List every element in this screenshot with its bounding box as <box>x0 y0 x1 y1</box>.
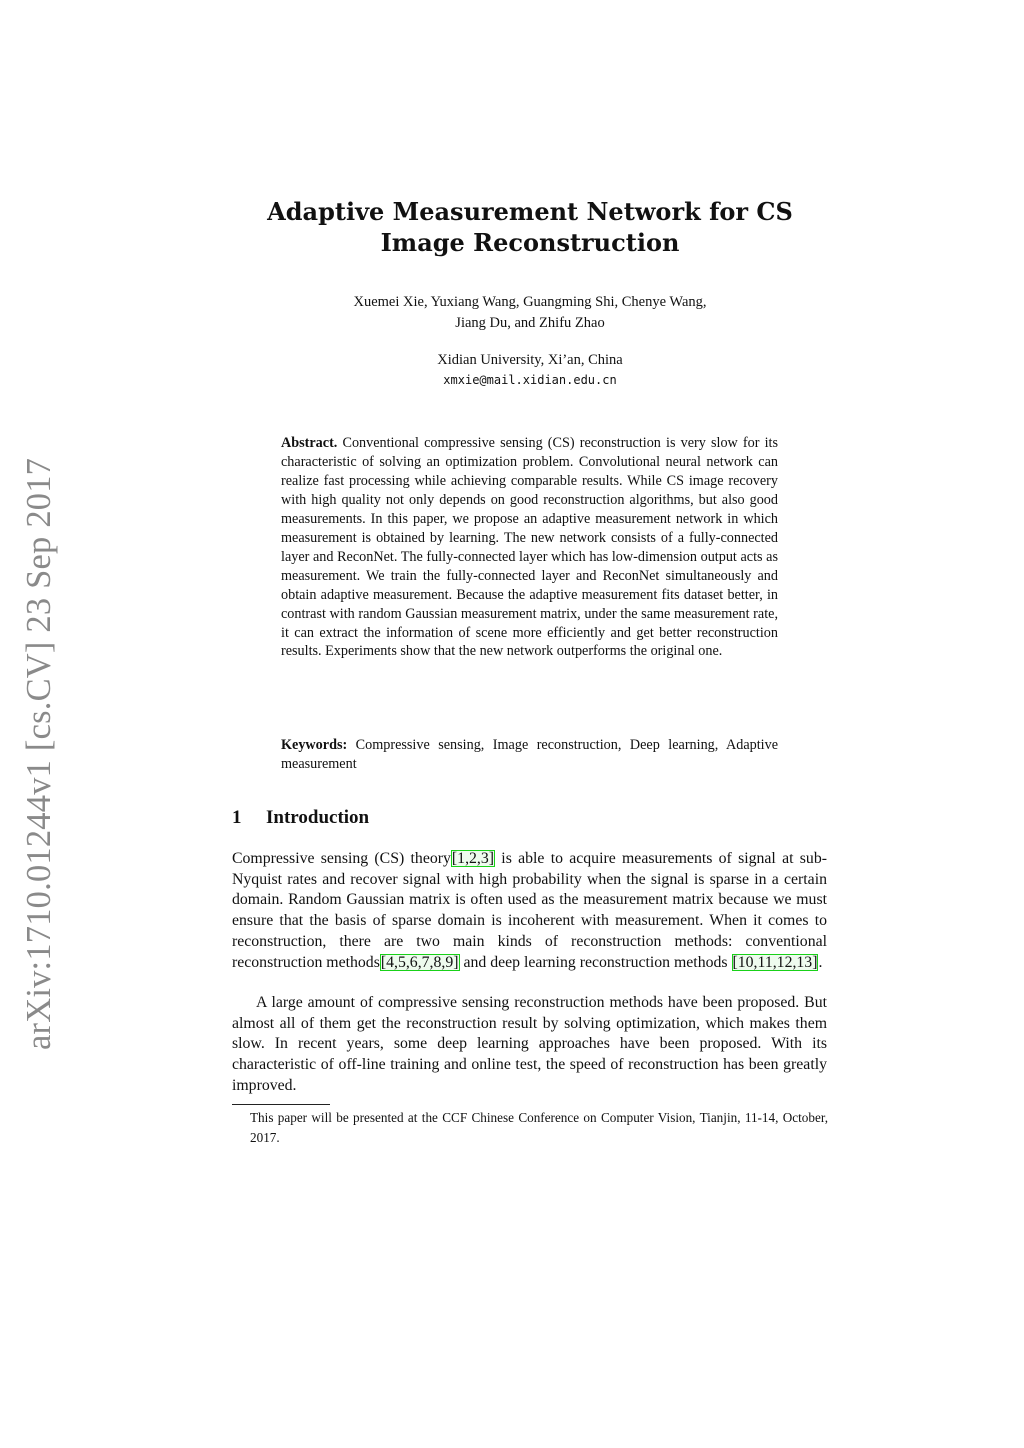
affiliation <box>260 350 800 390</box>
intro-text-b: is able to acquire measurements of signal at sub-Nyquist rates and recover signal with high probability when the signal is sparse in a certain domain. Random Gaussian matrix is often used as the measurement matrix because we must ensure that the basis of sparse domain is incoherent with measurement. When it comes to reconstruction, there are two main kinds of reconstruction methods: conventional reconstruction methods <box>232 850 827 971</box>
keywords-label: Keywords: <box>281 737 348 753</box>
section-title: Introduction <box>266 807 370 828</box>
arxiv-identifier-stamp: arXiv:1710.01244v1 [cs.CV] 23 Sep 2017 <box>20 457 58 1050</box>
authors-line-1: Xuemei Xie, Yuxiang Wang, Guangming Shi, Chenye Wang, <box>353 294 707 310</box>
title-line-1: Adaptive Measurement Network for CS <box>267 197 793 226</box>
footnote-rule <box>232 1104 330 1105</box>
contact-email[interactable]: xmxie@mail.xidian.edu.cn <box>443 373 617 387</box>
citation-link-10-13[interactable]: [10,11,12,13] <box>732 953 818 971</box>
paper-title <box>260 196 800 258</box>
abstract-text: Conventional compressive sensing (CS) reconstruction is very slow for its characteristic of solving an optimization problem. Convolutional neural network can realize fast processing while achieving comparable results. While CS image recovery with high quality not only depends on good reconstruction algorithms, but also good measurements. In this paper, we propose an adaptive measurement network in which measurement is obtained by learning. The new network consists of a fully-connected layer and ReconNet. The fully-connected layer which has low-dimension output acts as measurement. We train the fully-connected layer and ReconNet simultaneously and obtain adaptive measurement. Because the adaptive measurement fits dataset better, in contrast with random Gaussian measurement matrix, under the same measurement rate, it can extract the information of scene more efficiently and get better reconstruction results. Experiments show that the new network outperforms the original one. <box>281 435 778 660</box>
section-number: 1 <box>232 807 242 828</box>
footnote: This paper will be presented at the CCF Chinese Conference on Computer Vision, Tianjin, 11-14, October, 2017. <box>250 1110 828 1145</box>
citation-link-4-9[interactable]: [4,5,6,7,8,9] <box>380 953 459 971</box>
keywords-text: Compressive sensing, Image reconstruction, Deep learning, Adaptive measurement <box>281 737 778 772</box>
intro-text-c: and deep learning reconstruction methods <box>459 953 732 971</box>
keywords <box>281 736 778 774</box>
intro-text-d: . <box>818 953 823 971</box>
authors-line-2: Jiang Du, and Zhifu Zhao <box>455 315 605 331</box>
abstract <box>281 434 778 661</box>
intro-paragraph-2: A large amount of compressive sensing reconstruction methods have been proposed. But almost all of them get the reconstruction result by solving optimization, which makes them slow. In recent years, some deep learning approaches have been proposed. With its characteristic of off-line training and online test, the speed of reconstruction has been greatly improved. <box>232 994 827 1094</box>
section-heading-introduction <box>232 807 369 829</box>
intro-text-a: Compressive sensing (CS) theory <box>232 850 451 867</box>
title-line-2: Image Reconstruction <box>380 228 680 257</box>
institution: Xidian University, Xi’an, China <box>437 352 623 368</box>
author-list <box>260 292 800 334</box>
citation-link-1-3[interactable]: [1,2,3] <box>451 850 495 867</box>
intro-paragraph-1 <box>232 849 827 973</box>
abstract-label: Abstract. <box>281 435 338 451</box>
